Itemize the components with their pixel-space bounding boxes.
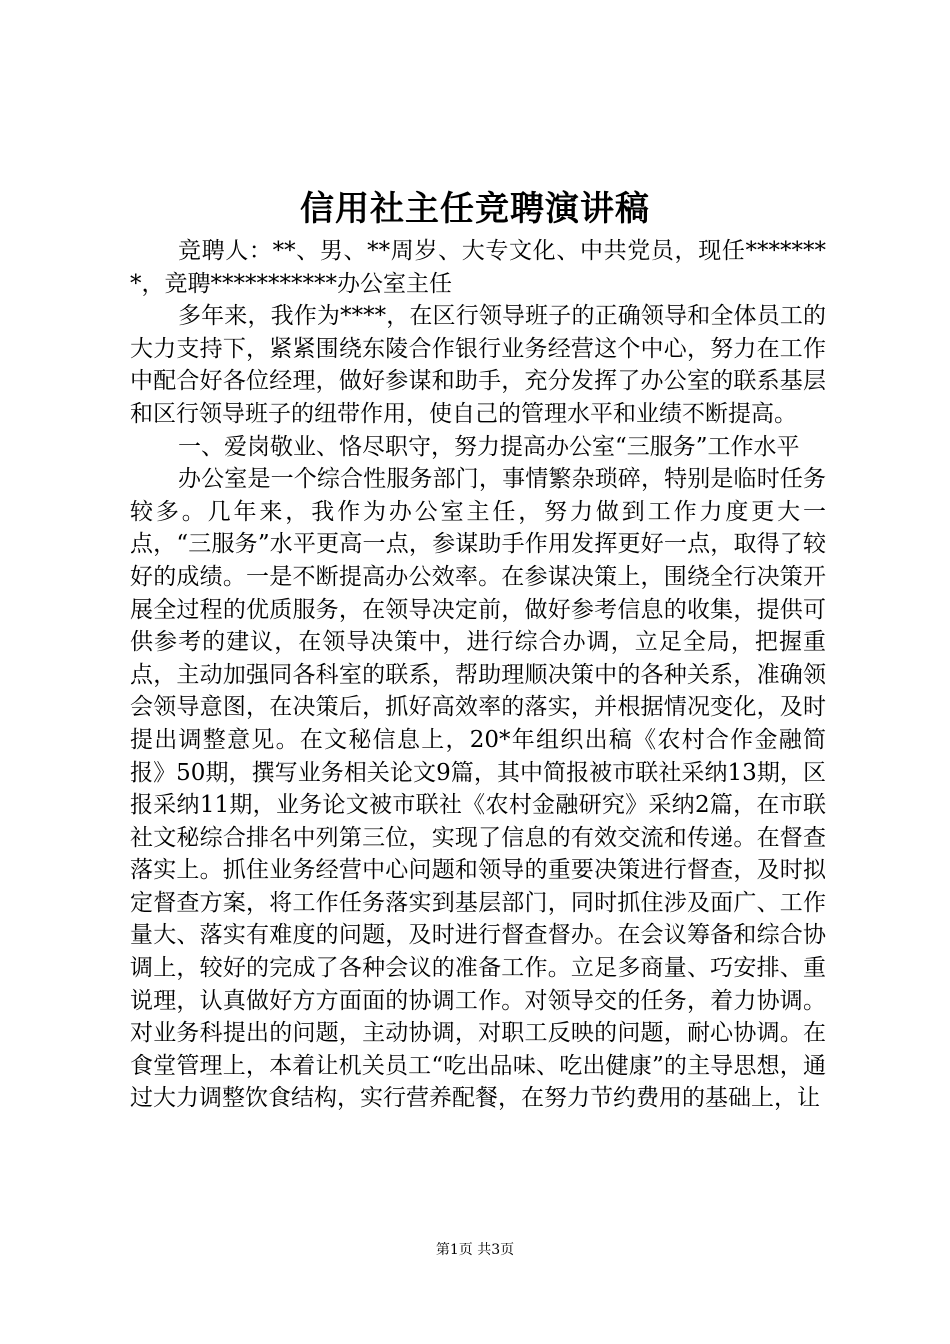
page-number-footer: 第1页 共3页 — [435, 1242, 515, 1258]
paragraph-intro: 多年来，我作为****，在区行领导班子的正确领导和全体员工的大力支持下，紧紧围绕东陵合作银行业务经营这个中心，努力在工作中配合好各位经理，做好参谋和助手，充分发挥了办公室的联系基层和区行领导班子的纽带作用，使自己的管理水平和业绩不断提高。 — [130, 303, 826, 427]
paragraph-candidate-info: 竞聘人：**、男、**周岁、大专文化、中共党员，现任********，竞聘***********办公室主任 — [130, 238, 826, 297]
paragraph-office-work: 办公室是一个综合性服务部门，事情繁杂琐碎，特别是临时任务较多。几年来，我作为办公室主任，努力做到工作力度更大一点，“三服务”水平更高一点，参谋助手作用发挥更好一点，取得了较好的成绩。一是不断提高办公效率。在参谋决策上，围绕全行决策开展全过程的优质服务，在领导决定前，做好参考信息的收集，提供可供参考的建议，在领导决策中，进行综合办调，立足全局，把握重点，主动加强同各科室的联系，帮助理顺决策中的各种关系，准确领会领导意图，在决策后，抓好高效率的落实，并根据情况变化，及时提出调整意见。在文秘信息上，20*年组织出稿《农村合作金融简报》50期，撰写业务相关论文9篇，其中简报被市联社采纳13期，区报采纳11期，业务论文被市联社《农村金融研究》采纳2篇，在市联社文秘综合排名中列第三位，实现了信息的有效交流和传递。在督查落实上。抓住业务经营中心问题和领导的重要决策进行督查，及时拟定督查方案，将工作任务落实到基层部门，同时抓住涉及面广、工作量大、落实有难度的问题，及时进行督查督办。在会议筹备和综合协调上，较好的完成了各种会议的准备工作。立足多商量、巧安排、重说理，认真做好方方面面的协调工作。对领导交的任务，着力协调。对业务科提出的问题，主动协调，对职工反映的问题，耐心协调。在食堂管理上，本着让机关员工“吃出品味、吃出健康”的主导思想，通过大力调整饮食结构，实行营养配餐，在努力节约费用的基础上，让 — [130, 466, 826, 1112]
document-title: 信用社主任竞聘演讲稿 — [300, 189, 650, 229]
document-body — [130, 235, 826, 1115]
paragraph-section-heading: 一、爱岗敬业、恪尽职守，努力提高办公室“三服务”工作水平 — [178, 433, 800, 460]
